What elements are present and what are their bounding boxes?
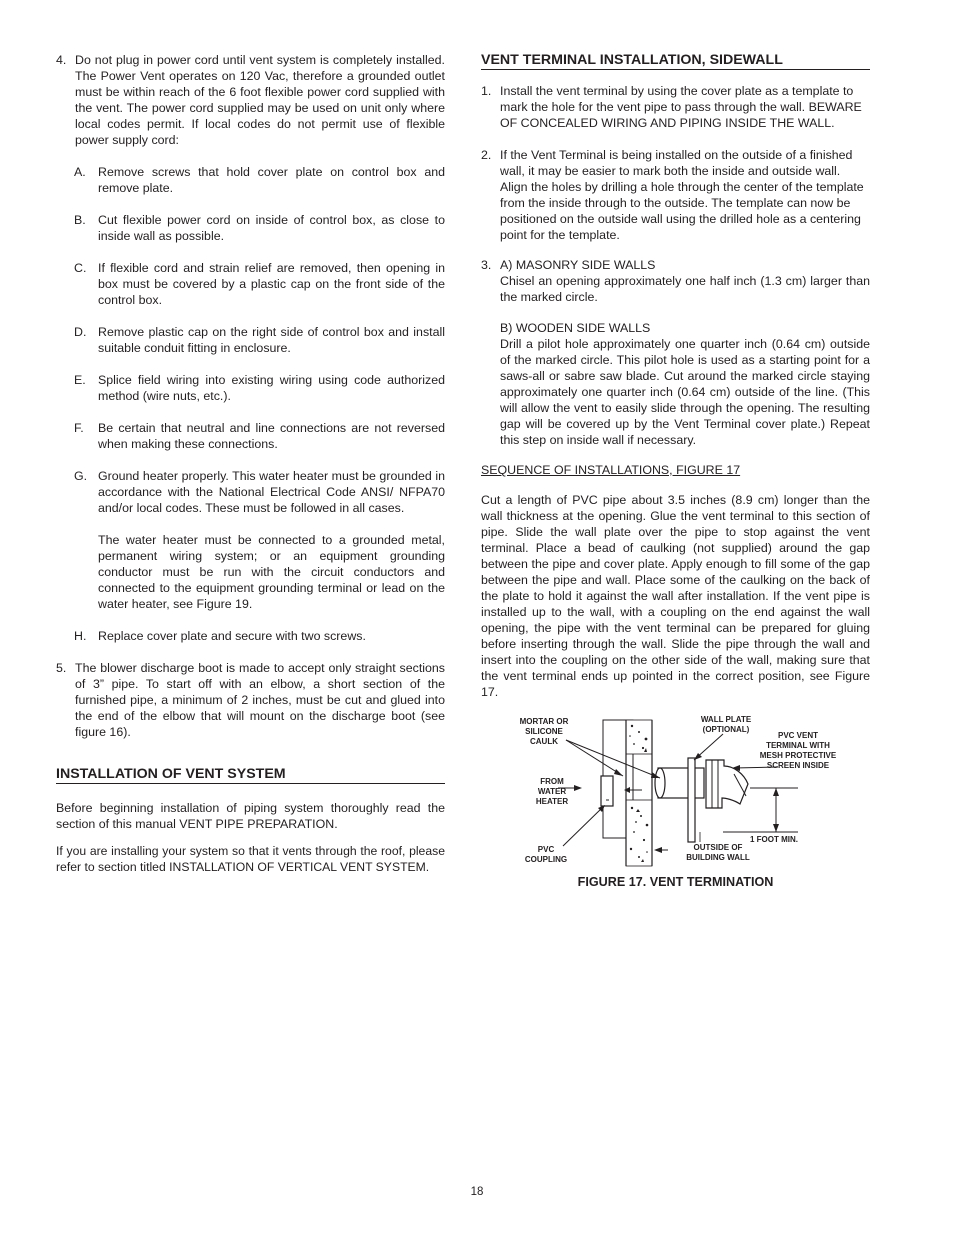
wall-upper: [626, 720, 652, 754]
sub-item-g-continued: The water heater must be connected to a grounded metal, permanent wiring system; or an equipment grounding conductor must be run with the circuit conductors and connected to the equipment grounding terminal or lead on the water heater, see Figure 19.: [98, 533, 445, 611]
label-from-water-heater: FROM: [540, 777, 564, 786]
right-column: [481, 52, 870, 700]
figure-vent-termination: [508, 712, 848, 870]
masonry-title: A) MASONRY SIDE WALLS: [500, 258, 656, 272]
svg-text:HEATER: HEATER: [535, 797, 569, 806]
list-number: 4.: [56, 53, 67, 67]
list-item-3: 3. A) MASONRY SIDE WALLS Chisel an opening approximately one half inch (1.3 cm) larger than the marked circle. B) WOODEN SIDE WALLS Drill a pilot hole approximately one quarter inch (0.64 cm) outside of the marked circle. This pilot hole is used as a starting point for a saws-all or sabre saw blade. Cut around the marked circle staying approximately one quarter inch (0.64 cm) outside of the line. (This will allow the vent to easily slide through the opening. The resulting gap will be covered up by the Vent Terminal cover plate.) Repeat this step on inside wall if necessary.: [481, 258, 870, 447]
page-number: 18: [470, 1186, 484, 1198]
masonry-text: Chisel an opening approximately one half inch (1.3 cm) larger than the marked circle.: [500, 274, 870, 304]
vent-termination-diagram: [508, 712, 848, 870]
sub-item-h: H. Replace cover plate and secure with two screws.: [74, 629, 366, 643]
sub-item-a: A. Remove screws that hold cover plate on control box and remove plate.: [74, 165, 445, 195]
svg-text:SCREEN INSIDE: SCREEN INSIDE: [766, 761, 830, 770]
list-item-4: [56, 52, 445, 148]
svg-text:TERMINAL WITH: TERMINAL WITH: [766, 741, 830, 750]
svg-text:SILICONE: SILICONE: [525, 727, 563, 736]
label-one-foot-min: 1 FOOT MIN.: [750, 835, 798, 844]
label-outside-wall: OUTSIDE OF: [693, 843, 743, 852]
sequence-heading: SEQUENCE OF INSTALLATIONS, FIGURE 17: [481, 463, 741, 477]
sub-item-c: C. If flexible cord and strain relief are removed, then opening in box must be covered by a plastic cap on the front side of the control box.: [74, 261, 445, 307]
wooden-title: B) WOODEN SIDE WALLS: [500, 321, 651, 335]
list-number: 5.: [56, 661, 67, 675]
label-mortar: MORTAR OR: [519, 717, 569, 726]
section-heading-vent-terminal: VENT TERMINAL INSTALLATION, SIDEWALL: [481, 52, 870, 70]
svg-text:CAULK: CAULK: [530, 737, 558, 746]
sub-item-g: G. Ground heater properly. This water heater must be grounded in accordance with the National Electrical Code ANSI/ NFPA70 and/or local codes. These must be followed in all cases.: [74, 469, 445, 515]
wall-plate: [688, 758, 695, 842]
svg-text:COUPLING: COUPLING: [524, 855, 568, 864]
svg-text:BUILDING WALL: BUILDING WALL: [686, 853, 750, 862]
paragraph: Before beginning installation of piping system thoroughly read the section of this manual VENT PIPE PREPARATION.: [56, 801, 445, 831]
sub-item-f: F. Be certain that neutral and line connections are not reversed when making these connections.: [74, 421, 445, 451]
sub-item-d: D. Remove plastic cap on the right side of control box and install suitable conduit fitting in enclosure.: [74, 325, 445, 355]
left-column: [56, 52, 445, 875]
section-heading-vent-system: INSTALLATION OF VENT SYSTEM: [56, 766, 445, 784]
label-vent-terminal: PVC VENT: [777, 731, 819, 740]
paragraph: If you are installing your system so that it vents through the roof, please refer to section titled INSTALLATION OF VERTICAL VENT SYSTEM.: [56, 844, 445, 874]
list-item-2: 2. If the Vent Terminal is being installed on the outside of a finished wall, it may be easier to mark both the inside and outside wall. Align the holes by drilling a hole through the center of the template from the inside through to the outside. The template can now be positioned on the outside wall using the drilled hole as a centering point for the template.: [481, 148, 864, 242]
pvc-coupling: [601, 776, 613, 806]
svg-text:(OPTIONAL): (OPTIONAL): [702, 725, 750, 734]
figure-caption: FIGURE 17. VENT TERMINATION: [577, 875, 774, 889]
list-item-1: 1. Install the vent terminal by using the cover plate as a template to mark the hole for the vent pipe to pass through the wall. BEWARE OF CONCEALED WIRING AND PIPING INSIDE THE WALL.: [481, 84, 862, 130]
sequence-paragraph: Cut a length of PVC pipe about 3.5 inches (8.9 cm) longer than the wall thickness at the opening. Glue the vent terminal to this section of pipe. Slide the wall plate over the pipe to stop against the vent terminal. Place a bead of caulking (not supplied) around the gap between the pipe and cover plate. Apply enough to fill some of the gap between the pipe and wall. Place some of the caulking on the back of the plate to hold it against the wall after installation. If the vent pipe is installed up to the wall, with a coupling on the end against the wall opening, the pipe with the vent terminal can be prepared for gluing before inserting through the wall. Slide the pipe through the wall and insert into the coupling on the other side of the wall, making sure that the vent terminal ends up pointed in the correct position, see Figure 17.: [481, 493, 870, 699]
list-text: The blower discharge boot is made to accept only straight sections of 3” pipe. To start off with an elbow, a short section of the furnished pipe, a minimum of 2 inches, must be cut and glued into the end of the elbow that will mount on the discharge boot (see figure 16).: [75, 661, 445, 739]
sub-item-e: E. Splice field wiring into existing wiring using code authorized method (wire nuts, etc.).: [74, 373, 445, 403]
list-item-5: [56, 660, 445, 740]
wooden-text: Drill a pilot hole approximately one quarter inch (0.64 cm) outside of the marked circle. This pilot hole is used as a starting point for a saws-all or sabre saw blade. Cut around the marked circle staying approximately one quarter inch (0.64 cm) outside of the line. (This will allow the vent to easily slide through the opening. The resulting gap will be covered up by the Vent Terminal cover plate.) Repeat this step on inside wall if necessary.: [500, 337, 870, 447]
label-wall-plate: WALL PLATE: [700, 715, 752, 724]
sub-item-b: B. Cut flexible power cord on inside of control box, as close to inside wall as possible.: [74, 213, 445, 243]
svg-text:MESH PROTECTIVE: MESH PROTECTIVE: [759, 751, 837, 760]
svg-text:WATER: WATER: [537, 787, 567, 796]
label-pvc-coupling: PVC: [537, 845, 555, 854]
list-text: Do not plug in power cord until vent system is completely installed. The Power Vent operates on 120 Vac, therefore a grounded outlet must be within reach of the 6 foot flexible power cord supplied with the vent. The power cord supplied may be used on unit only where local codes permit. If local codes do not permit use of flexible power supply cord:: [75, 53, 445, 147]
